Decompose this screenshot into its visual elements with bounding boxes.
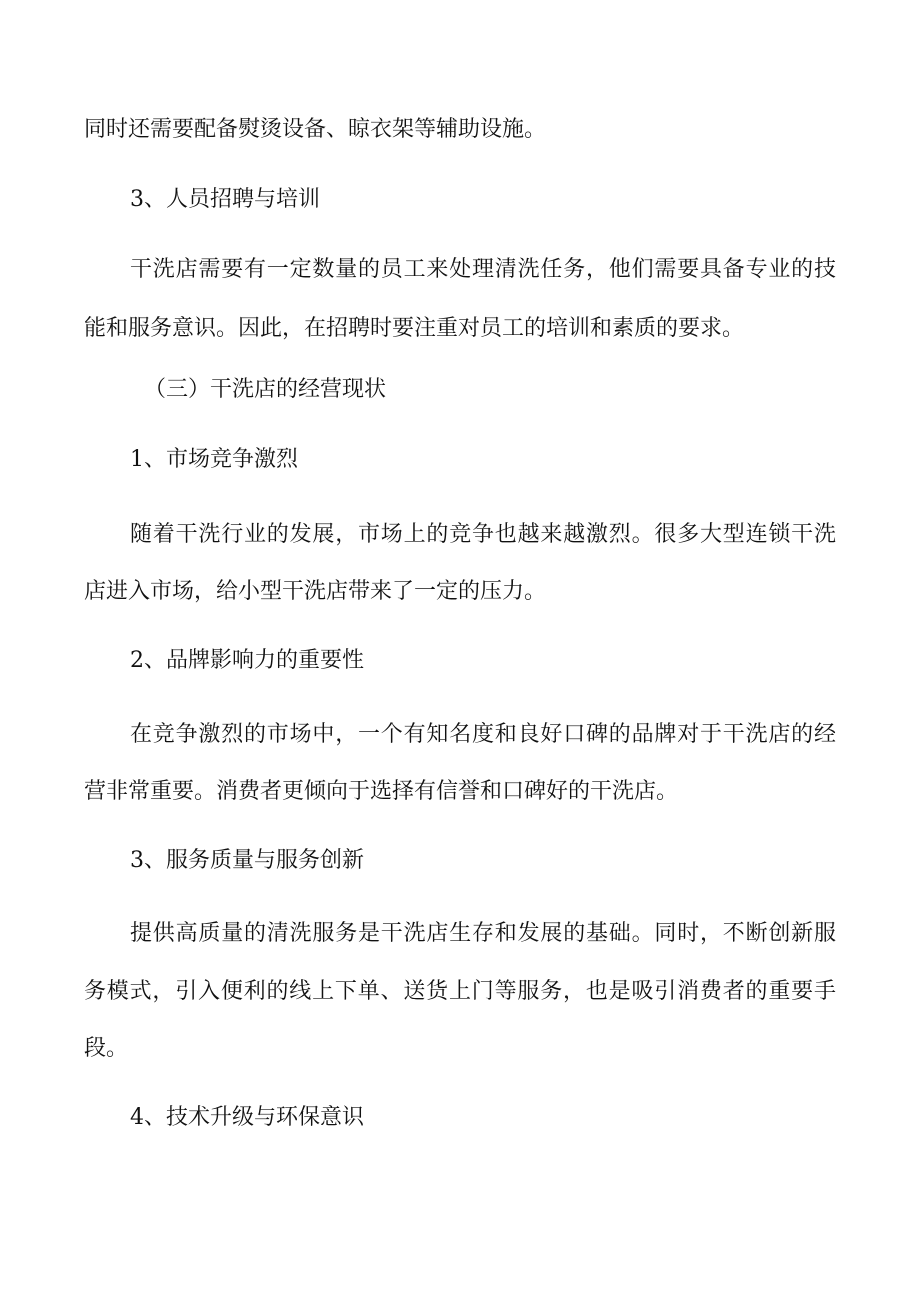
paragraph-line: 随着干洗行业的发展，市场上的竞争也越来越激烈。很多大型连锁干洗	[130, 522, 836, 547]
paragraph-line: 在竞争激烈的市场中，一个有知名度和良好口碑的品牌对于干洗店的经	[130, 722, 836, 747]
paragraph-line: 同时还需要配备熨烫设备、晾衣架等辅助设施。	[84, 117, 547, 142]
paragraph-line: 店进入市场，给小型干洗店带来了一定的压力。	[84, 579, 547, 604]
subsection-heading: 2、品牌影响力的重要性	[130, 648, 364, 673]
section-heading: （三）干洗店的经营现状	[144, 377, 387, 402]
paragraph-line: 务模式，引入便利的线上下单、送货上门等服务，也是吸引消费者的重要手	[84, 979, 836, 1004]
paragraph-line: 提供高质量的清洗服务是干洗店生存和发展的基础。同时，不断创新服	[130, 921, 836, 946]
paragraph-line: 段。	[84, 1036, 129, 1061]
subsection-heading: 3、服务质量与服务创新	[130, 848, 364, 873]
subsection-heading: 4、技术升级与环保意识	[130, 1105, 364, 1130]
paragraph-line: 能和服务意识。因此，在招聘时要注重对员工的培训和素质的要求。	[84, 316, 745, 341]
subsection-heading: 1、市场竞争激烈	[130, 447, 298, 472]
paragraph-line: 干洗店需要有一定数量的员工来处理清洗任务，他们需要具备专业的技	[130, 257, 836, 282]
paragraph-line: 营非常重要。消费者更倾向于选择有信誉和口碑好的干洗店。	[84, 779, 679, 804]
subsection-heading: 3、人员招聘与培训	[130, 187, 320, 212]
